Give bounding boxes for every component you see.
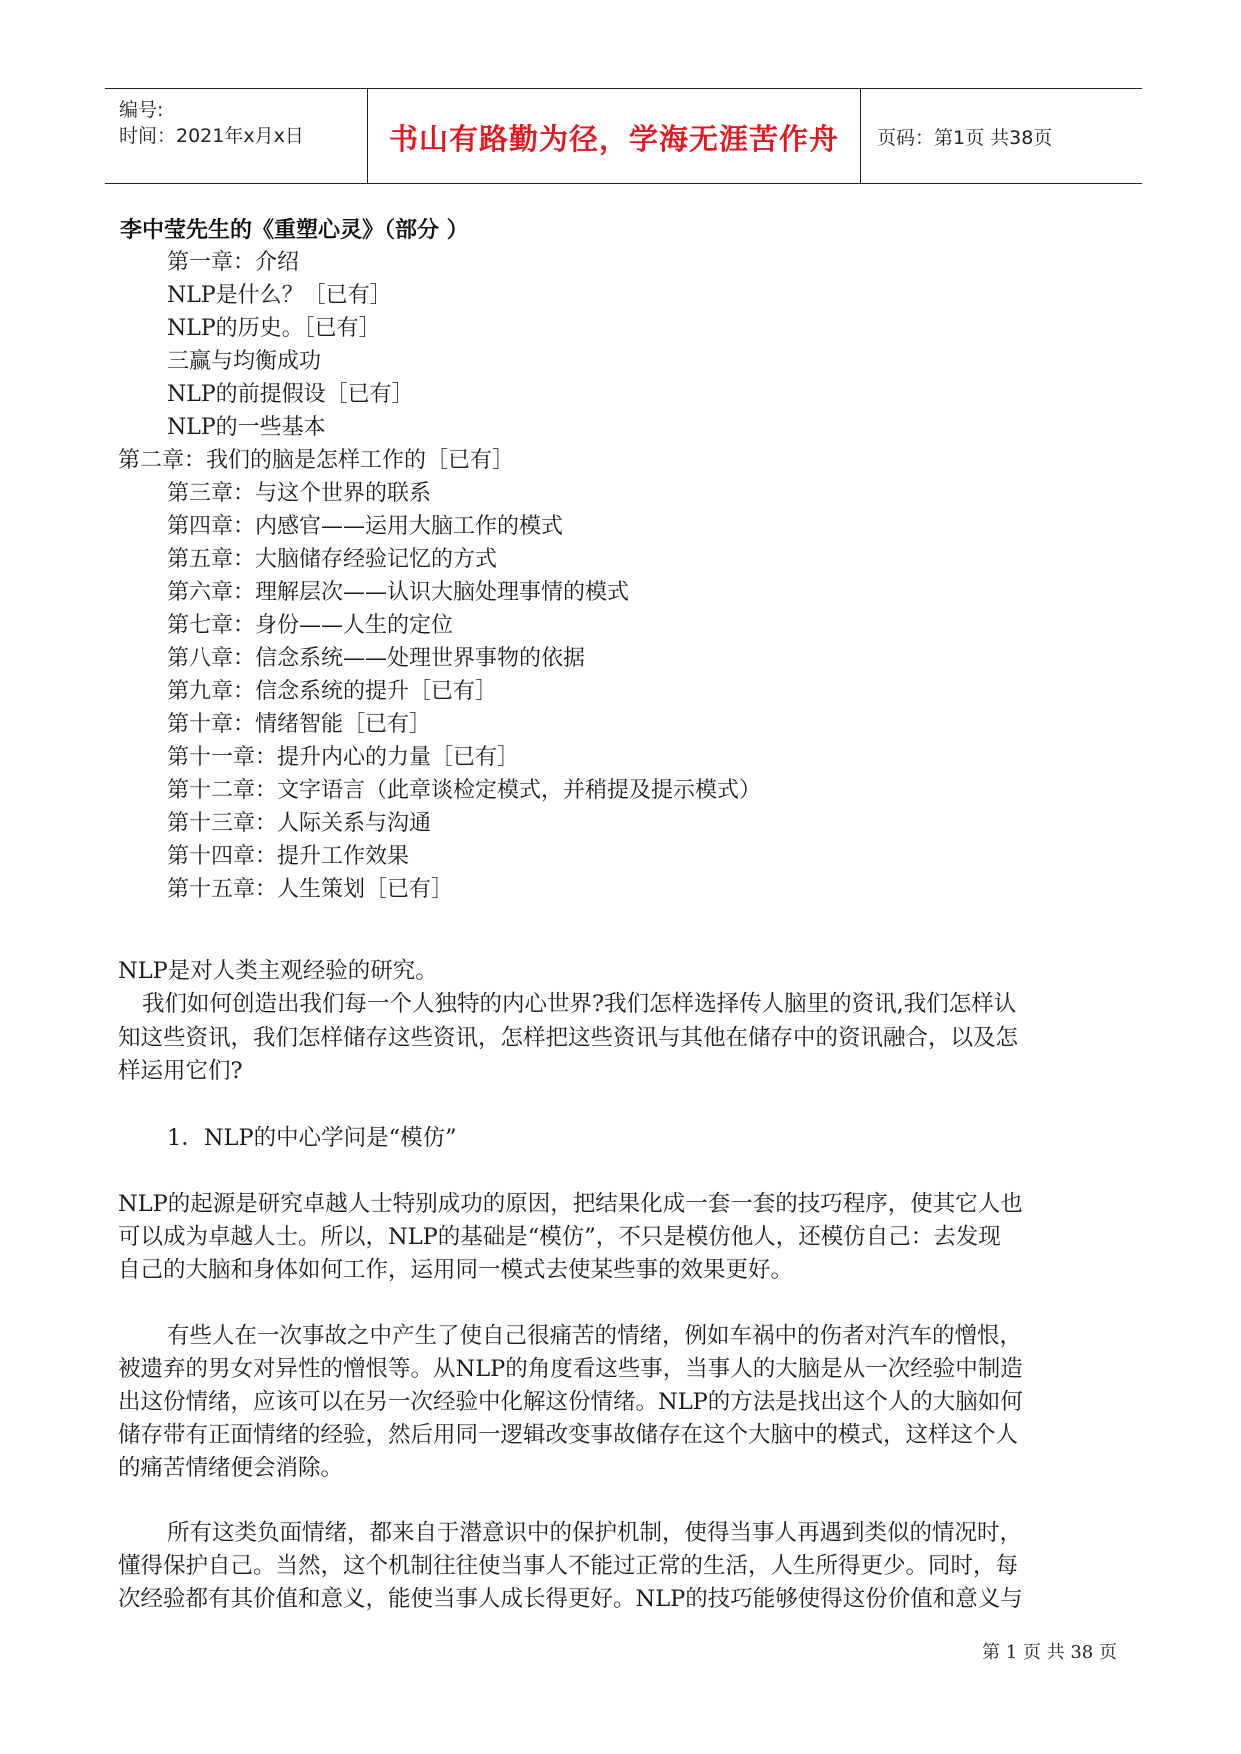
paragraph-line: 储存带有正面情绪的经验，然后用同一逻辑改变事故储存在这个大脑中的模式，这样这个人 [118, 1422, 1019, 1448]
paragraph-line: 出这份情绪，应该可以在另一次经验中化解这份情绪。NLP的方法是找出这个人的大脑如何 [118, 1389, 1023, 1415]
toc-item: 第七章：身份——人生的定位 [167, 613, 454, 638]
paragraph-line: 我们如何创造出我们每一个人独特的内心世界?我们怎样选择传人脑里的资讯,我们怎样认 [142, 991, 1017, 1017]
toc-item: 第九章：信念系统的提升［已有］ [167, 679, 498, 704]
paragraph-line: 所有这类负面情绪，都来自于潜意识中的保护机制，使得当事人再遇到类似的情况时， [167, 1520, 1023, 1546]
toc-item: 第六章：理解层次——认识大脑处理事情的模式 [167, 580, 630, 605]
paragraph-line: 被遗弃的男女对异性的憎恨等。从NLP的角度看这些事，当事人的大脑是从一次经验中制造 [118, 1356, 1023, 1382]
toc-item: 第十四章：提升工作效果 [167, 844, 410, 869]
toc-item: 第十二章：文字语言（此章谈检定模式，并稍提及提示模式） [167, 778, 762, 803]
toc-item: 第十五章：人生策划［已有］ [167, 877, 454, 902]
toc-item: 三赢与均衡成功 [167, 349, 322, 374]
toc-item: 第五章：大脑储存经验记忆的方式 [167, 547, 498, 572]
paragraph-line: 的痛苦情绪便会消除。 [118, 1455, 344, 1481]
toc-item: 第一章：介绍 [167, 250, 300, 275]
document-header [105, 88, 1142, 184]
toc-item: 第十三章：人际关系与沟通 [167, 811, 432, 836]
header-page-number: 页码：第1页 共38页 [877, 127, 1053, 149]
number-label: 编号: [119, 99, 164, 121]
section-heading: 1．NLP的中心学问是“模仿” [167, 1125, 457, 1151]
toc-item: NLP的前提假设［已有］ [167, 382, 414, 407]
paragraph-line: 可以成为卓越人士。所以，NLP的基础是“模仿”，不只是模仿他人，还模仿自己：去发现 [118, 1224, 1001, 1250]
paragraph-line: NLP的起源是研究卓越人士特别成功的原因，把结果化成一套一套的技巧程序，使其它人也 [118, 1191, 1023, 1217]
paragraph-line: 知这些资讯，我们怎样储存这些资讯，怎样把这些资讯与其他在储存中的资讯融合，以及怎 [118, 1025, 1019, 1051]
paragraph-line: 懂得保护自己。当然，这个机制往往使当事人不能过正常的生活，人生所得更少。同时，每 [118, 1553, 1019, 1579]
toc-item: 第十章：情绪智能［已有］ [167, 712, 432, 737]
toc-item: NLP的一些基本 [167, 415, 326, 440]
header-motto-cell [368, 89, 861, 183]
date-label: 时间：2021年x月x日 [119, 125, 304, 147]
toc-item: NLP的历史。［已有］ [167, 316, 381, 341]
header-page-cell [861, 89, 1142, 183]
toc-item: NLP是什么？［已有］ [167, 283, 392, 308]
toc-item: 第八章：信念系统——处理世界事物的依据 [167, 646, 586, 671]
paragraph-line: 次经验都有其价值和意义，能使当事人成长得更好。NLP的技巧能够使得这份价值和意义与 [118, 1586, 1023, 1612]
toc-item: 第三章：与这个世界的联系 [167, 481, 432, 506]
toc-item: 第二章：我们的脑是怎样工作的［已有］ [118, 448, 515, 473]
paragraph-line: NLP是对人类主观经验的研究。 [118, 958, 438, 984]
paragraph-line: 自己的大脑和身体如何工作，运用同一模式去使某些事的效果更好。 [118, 1257, 794, 1283]
header-motto: 书山有路勤为径，学海无涯苦作舟 [388, 122, 839, 156]
toc-item: 第四章：内感官——运用大脑工作的模式 [167, 514, 564, 539]
paragraph-line: 样运用它们? [118, 1058, 243, 1084]
document-title: 李中莹先生的《重塑心灵》（部分 ） [120, 218, 469, 243]
paragraph-line: 有些人在一次事故之中产生了使自己很痛苦的情绪，例如车祸中的伤者对汽车的憎恨， [167, 1323, 1023, 1349]
page-footer: 第 1 页 共 38 页 [982, 1642, 1117, 1663]
header-meta-cell [105, 89, 368, 183]
toc-item: 第十一章：提升内心的力量［已有］ [167, 745, 520, 770]
